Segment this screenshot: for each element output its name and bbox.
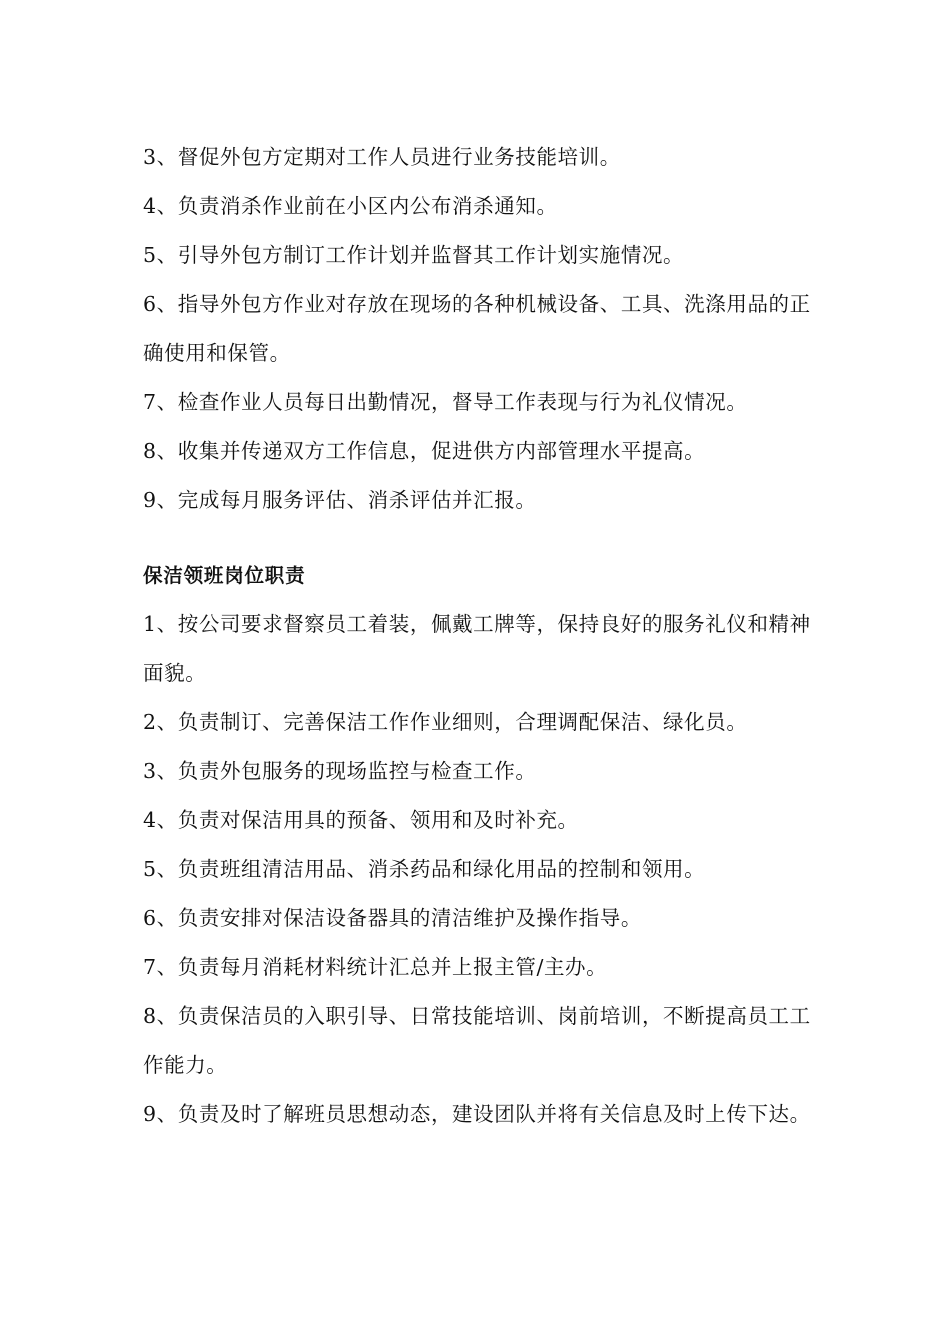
list-item: 2、负责制订、完善保洁工作作业细则，合理调配保洁、绿化员。 (143, 710, 748, 734)
section-title: 保洁领班岗位职责 (143, 564, 306, 587)
list-item: 4、负责消杀作业前在小区内公布消杀通知。 (143, 194, 558, 218)
list-item: 1、按公司要求督察员工着装，佩戴工牌等，保持良好的服务礼仪和精神面貌。 (143, 612, 811, 685)
list-item: 8、收集并传递双方工作信息，促进供方内部管理水平提高。 (143, 439, 706, 463)
list-item: 9、完成每月服务评估、消杀评估并汇报。 (143, 488, 537, 512)
list-item: 5、引导外包方制订工作计划并监督其工作计划实施情况。 (143, 243, 685, 267)
list-item: 6、负责安排对保洁设备器具的清洁维护及操作指导。 (143, 906, 642, 930)
document-body (143, 133, 811, 1139)
list-item: 4、负责对保洁用具的预备、领用和及时补充。 (143, 808, 579, 832)
list-item: 8、负责保洁员的入职引导、日常技能培训、岗前培训，不断提高员工工作能力。 (143, 1004, 811, 1077)
list-item: 3、负责外包服务的现场监控与检查工作。 (143, 759, 537, 783)
list-item: 7、负责每月消耗材料统计汇总并上报主管/主办。 (143, 955, 608, 979)
list-item: 6、指导外包方作业对存放在现场的各种机械设备、工具、洗涤用品的正确使用和保管。 (143, 292, 811, 365)
list-item: 9、负责及时了解班员思想动态，建设团队并将有关信息及时上传下达。 (143, 1102, 811, 1126)
list-item: 5、负责班组清洁用品、消杀药品和绿化用品的控制和领用。 (143, 857, 706, 881)
list-item: 3、督促外包方定期对工作人员进行业务技能培训。 (143, 145, 621, 169)
list-item: 7、检查作业人员每日出勤情况，督导工作表现与行为礼仪情况。 (143, 390, 748, 414)
